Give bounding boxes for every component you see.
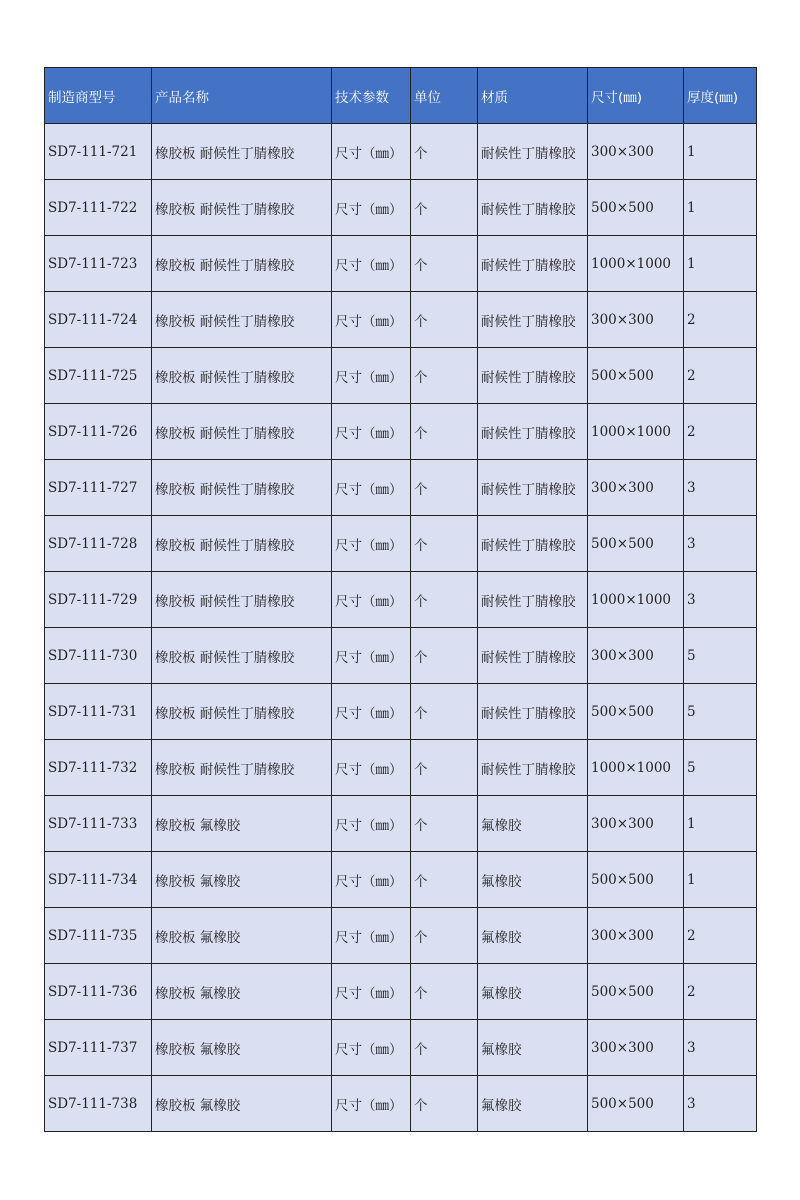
cell-manufacturer-model: SD7-111-729 (45, 572, 152, 628)
table-header-row (45, 68, 757, 124)
table-row (45, 572, 757, 628)
cell-manufacturer-model: SD7-111-738 (45, 1076, 152, 1132)
cell-product-name: 橡胶板 耐候性丁腈橡胶 (152, 236, 332, 292)
cell-material: 耐候性丁腈橡胶 (478, 180, 588, 236)
header-size: 尺寸(㎜) (588, 68, 684, 124)
cell-thickness: 3 (684, 1076, 757, 1132)
cell-material: 耐候性丁腈橡胶 (478, 460, 588, 516)
cell-material: 耐候性丁腈橡胶 (478, 572, 588, 628)
cell-size: 1000×1000 (588, 404, 684, 460)
cell-product-name: 橡胶板 耐候性丁腈橡胶 (152, 124, 332, 180)
cell-technical-parameter: 尺寸（㎜） (332, 964, 411, 1020)
cell-thickness: 2 (684, 404, 757, 460)
table-row (45, 964, 757, 1020)
table-row (45, 348, 757, 404)
cell-thickness: 3 (684, 572, 757, 628)
cell-material: 耐候性丁腈橡胶 (478, 628, 588, 684)
cell-size: 500×500 (588, 852, 684, 908)
cell-size: 500×500 (588, 516, 684, 572)
cell-unit: 个 (411, 964, 478, 1020)
cell-unit: 个 (411, 124, 478, 180)
cell-product-name: 橡胶板 氟橡胶 (152, 796, 332, 852)
cell-size: 500×500 (588, 348, 684, 404)
cell-size: 500×500 (588, 180, 684, 236)
cell-size: 300×300 (588, 124, 684, 180)
cell-material: 耐候性丁腈橡胶 (478, 404, 588, 460)
cell-unit: 个 (411, 404, 478, 460)
cell-thickness: 1 (684, 180, 757, 236)
table-row (45, 740, 757, 796)
cell-technical-parameter: 尺寸（㎜） (332, 740, 411, 796)
header-material: 材质 (478, 68, 588, 124)
cell-manufacturer-model: SD7-111-723 (45, 236, 152, 292)
cell-size: 1000×1000 (588, 572, 684, 628)
cell-unit: 个 (411, 628, 478, 684)
cell-material: 耐候性丁腈橡胶 (478, 516, 588, 572)
cell-technical-parameter: 尺寸（㎜） (332, 124, 411, 180)
cell-unit: 个 (411, 740, 478, 796)
cell-thickness: 3 (684, 1020, 757, 1076)
cell-thickness: 5 (684, 684, 757, 740)
table-body (45, 124, 757, 1132)
cell-technical-parameter: 尺寸（㎜） (332, 1076, 411, 1132)
cell-material: 耐候性丁腈橡胶 (478, 236, 588, 292)
cell-unit: 个 (411, 796, 478, 852)
cell-technical-parameter: 尺寸（㎜） (332, 404, 411, 460)
table-row (45, 684, 757, 740)
cell-unit: 个 (411, 180, 478, 236)
table-row (45, 852, 757, 908)
table-row (45, 516, 757, 572)
cell-technical-parameter: 尺寸（㎜） (332, 684, 411, 740)
cell-product-name: 橡胶板 耐候性丁腈橡胶 (152, 404, 332, 460)
cell-product-name: 橡胶板 耐候性丁腈橡胶 (152, 684, 332, 740)
cell-size: 1000×1000 (588, 740, 684, 796)
cell-technical-parameter: 尺寸（㎜） (332, 628, 411, 684)
cell-unit: 个 (411, 348, 478, 404)
cell-product-name: 橡胶板 耐候性丁腈橡胶 (152, 516, 332, 572)
cell-manufacturer-model: SD7-111-725 (45, 348, 152, 404)
cell-manufacturer-model: SD7-111-735 (45, 908, 152, 964)
cell-product-name: 橡胶板 耐候性丁腈橡胶 (152, 628, 332, 684)
cell-material: 氟橡胶 (478, 964, 588, 1020)
cell-thickness: 2 (684, 964, 757, 1020)
cell-technical-parameter: 尺寸（㎜） (332, 236, 411, 292)
cell-manufacturer-model: SD7-111-737 (45, 1020, 152, 1076)
cell-thickness: 5 (684, 740, 757, 796)
cell-product-name: 橡胶板 氟橡胶 (152, 1076, 332, 1132)
cell-material: 氟橡胶 (478, 796, 588, 852)
product-table (44, 67, 757, 1132)
cell-technical-parameter: 尺寸（㎜） (332, 516, 411, 572)
cell-thickness: 3 (684, 516, 757, 572)
cell-material: 耐候性丁腈橡胶 (478, 684, 588, 740)
cell-manufacturer-model: SD7-111-732 (45, 740, 152, 796)
cell-material: 氟橡胶 (478, 1020, 588, 1076)
cell-technical-parameter: 尺寸（㎜） (332, 796, 411, 852)
cell-product-name: 橡胶板 耐候性丁腈橡胶 (152, 292, 332, 348)
cell-unit: 个 (411, 292, 478, 348)
cell-manufacturer-model: SD7-111-736 (45, 964, 152, 1020)
header-thickness: 厚度(㎜) (684, 68, 757, 124)
cell-size: 300×300 (588, 292, 684, 348)
cell-thickness: 1 (684, 796, 757, 852)
cell-technical-parameter: 尺寸（㎜） (332, 908, 411, 964)
cell-product-name: 橡胶板 氟橡胶 (152, 964, 332, 1020)
table-row (45, 460, 757, 516)
cell-product-name: 橡胶板 耐候性丁腈橡胶 (152, 348, 332, 404)
cell-manufacturer-model: SD7-111-722 (45, 180, 152, 236)
cell-unit: 个 (411, 516, 478, 572)
cell-technical-parameter: 尺寸（㎜） (332, 1020, 411, 1076)
cell-material: 耐候性丁腈橡胶 (478, 740, 588, 796)
cell-thickness: 5 (684, 628, 757, 684)
cell-unit: 个 (411, 1076, 478, 1132)
cell-manufacturer-model: SD7-111-726 (45, 404, 152, 460)
cell-material: 氟橡胶 (478, 1076, 588, 1132)
cell-manufacturer-model: SD7-111-733 (45, 796, 152, 852)
cell-material: 耐候性丁腈橡胶 (478, 124, 588, 180)
table-row (45, 796, 757, 852)
cell-size: 300×300 (588, 628, 684, 684)
cell-thickness: 2 (684, 292, 757, 348)
cell-manufacturer-model: SD7-111-721 (45, 124, 152, 180)
cell-product-name: 橡胶板 氟橡胶 (152, 908, 332, 964)
cell-manufacturer-model: SD7-111-734 (45, 852, 152, 908)
table-row (45, 1020, 757, 1076)
header-product-name: 产品名称 (152, 68, 332, 124)
cell-size: 300×300 (588, 796, 684, 852)
table-row (45, 292, 757, 348)
table-row (45, 908, 757, 964)
cell-technical-parameter: 尺寸（㎜） (332, 180, 411, 236)
cell-material: 耐候性丁腈橡胶 (478, 348, 588, 404)
cell-unit: 个 (411, 460, 478, 516)
cell-size: 300×300 (588, 460, 684, 516)
cell-unit: 个 (411, 572, 478, 628)
cell-thickness: 3 (684, 460, 757, 516)
cell-product-name: 橡胶板 氟橡胶 (152, 1020, 332, 1076)
cell-thickness: 1 (684, 852, 757, 908)
cell-manufacturer-model: SD7-111-731 (45, 684, 152, 740)
cell-unit: 个 (411, 1020, 478, 1076)
cell-material: 耐候性丁腈橡胶 (478, 292, 588, 348)
cell-technical-parameter: 尺寸（㎜） (332, 292, 411, 348)
cell-manufacturer-model: SD7-111-724 (45, 292, 152, 348)
cell-size: 300×300 (588, 908, 684, 964)
cell-size: 500×500 (588, 1076, 684, 1132)
cell-unit: 个 (411, 852, 478, 908)
cell-technical-parameter: 尺寸（㎜） (332, 348, 411, 404)
cell-thickness: 2 (684, 908, 757, 964)
cell-material: 氟橡胶 (478, 852, 588, 908)
cell-technical-parameter: 尺寸（㎜） (332, 572, 411, 628)
cell-size: 500×500 (588, 684, 684, 740)
cell-material: 氟橡胶 (478, 908, 588, 964)
table-row (45, 628, 757, 684)
cell-product-name: 橡胶板 耐候性丁腈橡胶 (152, 460, 332, 516)
table-row (45, 236, 757, 292)
cell-unit: 个 (411, 236, 478, 292)
table-row (45, 404, 757, 460)
header-technical-parameter: 技术参数 (332, 68, 411, 124)
cell-thickness: 2 (684, 348, 757, 404)
table-row (45, 124, 757, 180)
cell-manufacturer-model: SD7-111-727 (45, 460, 152, 516)
product-spec-sheet (44, 67, 756, 1132)
cell-thickness: 1 (684, 124, 757, 180)
cell-size: 300×300 (588, 1020, 684, 1076)
cell-unit: 个 (411, 908, 478, 964)
cell-product-name: 橡胶板 耐候性丁腈橡胶 (152, 180, 332, 236)
cell-thickness: 1 (684, 236, 757, 292)
header-manufacturer-model: 制造商型号 (45, 68, 152, 124)
header-unit: 单位 (411, 68, 478, 124)
cell-product-name: 橡胶板 耐候性丁腈橡胶 (152, 740, 332, 796)
cell-product-name: 橡胶板 氟橡胶 (152, 852, 332, 908)
cell-manufacturer-model: SD7-111-728 (45, 516, 152, 572)
table-row (45, 1076, 757, 1132)
table-row (45, 180, 757, 236)
cell-manufacturer-model: SD7-111-730 (45, 628, 152, 684)
cell-size: 1000×1000 (588, 236, 684, 292)
cell-technical-parameter: 尺寸（㎜） (332, 852, 411, 908)
cell-technical-parameter: 尺寸（㎜） (332, 460, 411, 516)
cell-product-name: 橡胶板 耐候性丁腈橡胶 (152, 572, 332, 628)
cell-size: 500×500 (588, 964, 684, 1020)
cell-unit: 个 (411, 684, 478, 740)
